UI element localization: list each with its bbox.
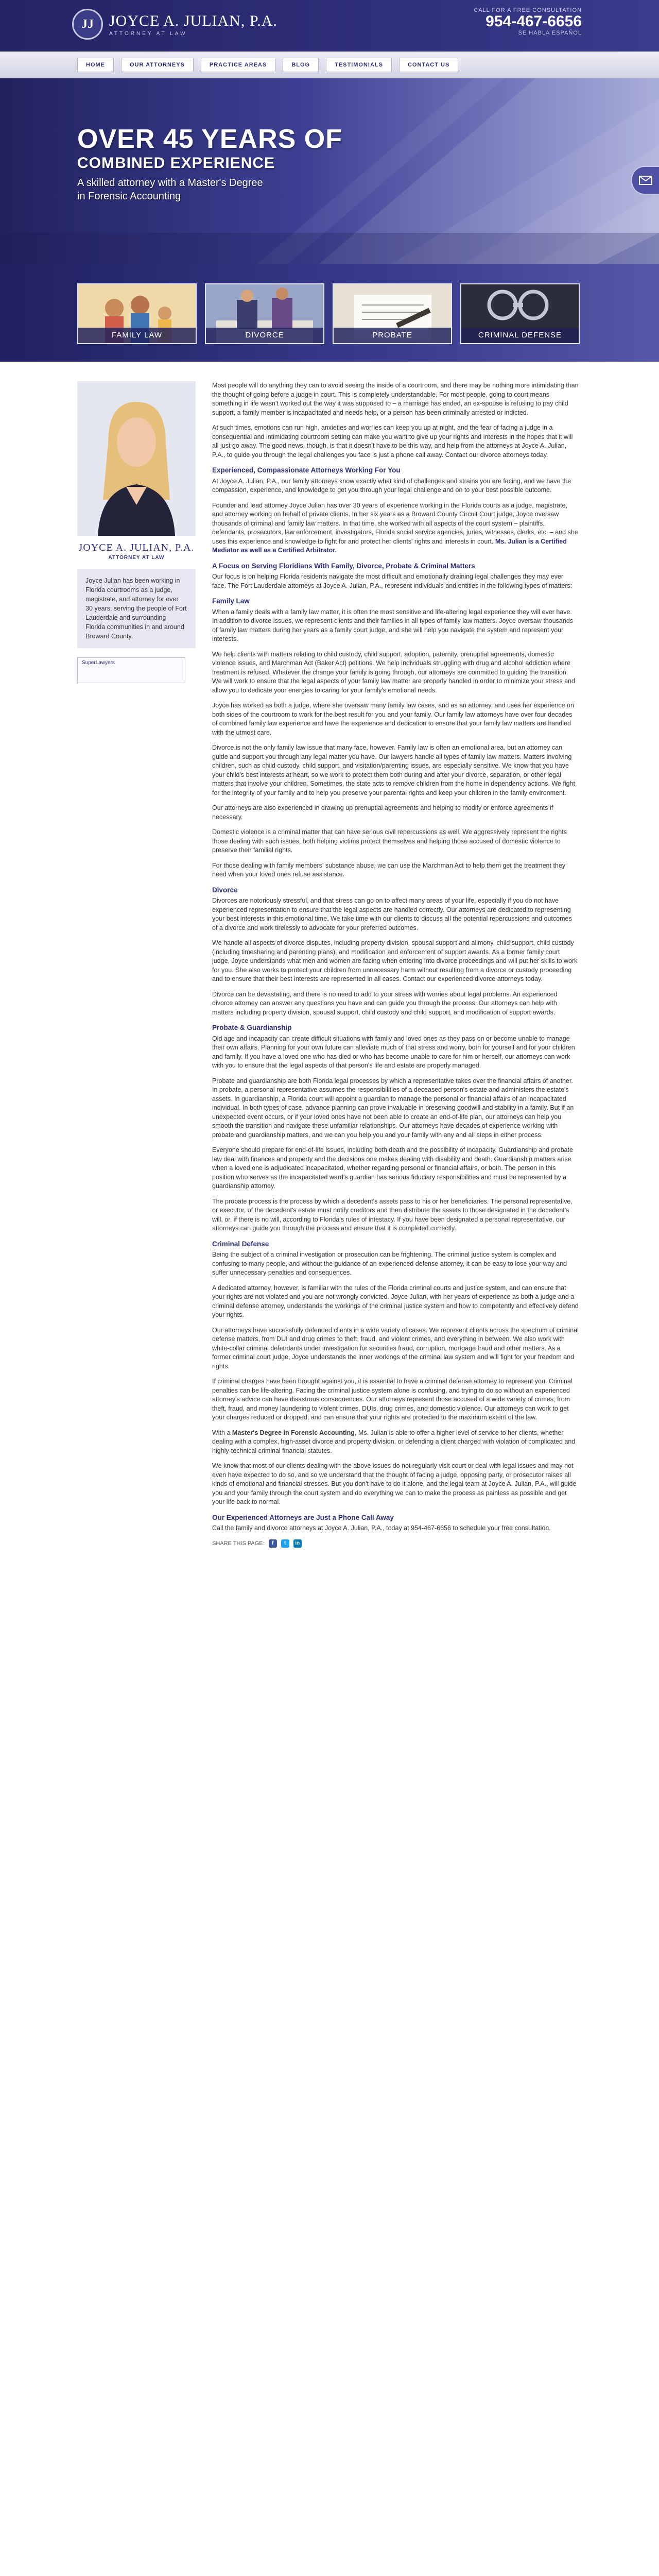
practice-label-divorce: DIVORCE (206, 328, 323, 343)
heading-probate: Probate & Guardianship (212, 1024, 292, 1031)
mail-icon (639, 176, 652, 185)
paragraph-probate-3: Everyone should prepare for end-of-life issues, including both death and the possibility of incapacity. Guardianship and probate law deal with finances and property and the decisions one makes dealing with disability and death. Guardianship matters arise when a loved one is adjudicated incapacitated, whether regarding personal or financial affairs, or both. The person in this position who serves as the incapacitated ward's guardian has serious fiduciary responsibilities and must be represented by a guardianship attorney. (212, 1146, 573, 1190)
paragraph-probate-2: Probate and guardianship are both Florida legal processes by which a representative takes over the financial affairs of another. In probate, a personal representative assumes the responsibilities of a deceased person's estate and administers the estate's assets. In guardianship, a Florida court will appoint a guardian to manage the personal or financial affairs of an incapacitated individual. In both types of case, advance planning can prove invaluable in preserving goodwill and stability in a family. But if an unexpected event occurs, or if your loved ones have not been able to create an end-of-life plan, our attorneys can help you smooth the transition and navigate these unfamiliar relationships. Our attorneys have decades of experience working with probate and guardianship matters, and we can you help you and your family with any and all steps in either process. (212, 1077, 574, 1139)
paragraph-criminal-2: A dedicated attorney, however, is familiar with the rules of the Florida criminal courts and justice system, and can ensure that your rights are not violated and you are not wrongly convicted. Joyce Julian, with her years of experience as both a judge and a criminal defense attorney, understands the workings of the criminal justice system and how to competently and effectively defend your rights. (212, 1284, 579, 1318)
twitter-share-icon[interactable]: t (281, 1539, 289, 1548)
paragraph-family-4: Divorce is not the only family law issue that many face, however. Family law is often an emotional area, but an attorney can guide and support you through any legal matter you have. Our lawyers handle all types of family law matters. Matters involving children, such as child custody, child support, and visitation/parenting issues, are especially sensitive. We know that you have your child's best interests at heart, so we work to protect them both during and after your divorce, separation, or other legal matters that involve your children. Sometimes, the state acts to remove children from the home in dependency actions. We fight for the integrity of your family and to help you preserve your parental rights and keep your children in the family environment. (212, 744, 575, 796)
nav-home[interactable]: HOME (77, 58, 114, 72)
attorney-name: JOYCE A. JULIAN, P.A. (78, 542, 195, 553)
logo-seal: JJ (72, 9, 103, 40)
practice-label-probate: PROBATE (334, 328, 451, 343)
paragraph-family-2: We help clients with matters relating to child custody, child support, adoption, paternity, prenuptial agreements, domestic violence issues, and Marchman Act (Baker Act) petitions. We help individuals struggling with drug and alcohol addiction where treatment is refused. Whatever the change your family is going through, our attorneys are committed to guiding the transition. We will work to ensure that the legal aspects of your family law matter are properly handled in order to minimize your stress and allow you to dedicate your energies to caring for your family's emotional needs. (212, 650, 575, 694)
forensic-degree: Master's Degree in Forensic Accounting (232, 1429, 355, 1436)
founder-text: Founder and lead attorney Joyce Julian has over 30 years of experience working in the Florida courts as a judge, magistrate, and attorney working on behalf of private clients. In her six years as a Broward County Circuit Court judge, Joyce oversaw thousands of criminal and family law matters. In that time, she worked with all aspects of the court system – plaintiffs, defendants, prosecutors, law enforcement, investigators, Florida social service agencies, juries, witnesses, clerks, etc. – and she uses this experience and knowledge to fight for and protect her clients' rights and interests in court. (212, 501, 578, 545)
nav-blog[interactable]: BLOG (283, 58, 319, 72)
portrait-illustration (77, 381, 196, 536)
logo-subtitle: ATTORNEY AT LAW (109, 30, 187, 37)
heading-call: Our Experienced Attorneys are Just a Phone Call Away (212, 1513, 394, 1521)
paragraph-forensic (212, 1429, 579, 1456)
nav-testimonials[interactable]: TESTIMONIALS (326, 58, 392, 72)
paragraph-founder (212, 501, 579, 555)
practice-areas-strip (0, 264, 659, 362)
paragraph-divorce-2: We handle all aspects of divorce disputes, including property division, spousal support and alimony, child support, child custody (including timesharing and parenting plans), and modification and enforcement of support awards. As a former family court judge, Joyce understands what men and women are facing when entering into divorce proceedings and will put her skills to work for you. She also works to protect your children from unnecessary harm without resulting from a divorce or custody proceeding and to ensure that their best interests are represented in all cases. Contact our experienced divorce attorneys today. (212, 939, 578, 982)
hero-banner (0, 78, 659, 264)
hero-tagline-line1: A skilled attorney with a Master's Degree (77, 177, 263, 189)
mediator-callout: Ms. Julian is a Certified Mediator as well as a Certified Arbitrator. (212, 537, 567, 554)
paragraph-closing: We know that most of our clients dealing with the above issues do not regularly visit court or deal with legal issues and may not even have expected to do so, and so we understand that the thought of facing a judge, opposing party, or prosecutor raises all kinds of emotional and financial stresses. But you don't have to do it alone, and the legal team at Joyce A. Julian, P.A., will guide you and your family through the court system and do everything we can to make the process as painless as possible and get your life back to normal. (212, 1462, 577, 1505)
share-bar (212, 1539, 579, 1549)
heading-experienced: Experienced, Compassionate Attorneys Working For You (212, 466, 401, 474)
paragraph-criminal-1: Being the subject of a criminal investigation or prosecution can be frightening. The criminal justice system is complex and confusing to many people, and without the guidance of an experienced defense attorney, it can be easy to lose your way and suffer unnecessary penalties and consequences. (212, 1251, 567, 1276)
paragraph-family-7: For those dealing with family members' substance abuse, we can use the Marchman Act to help them get the treatment they need when your loved ones refuse assistance. (212, 861, 566, 878)
nav-contact-us[interactable]: CONTACT US (399, 58, 458, 72)
nav-practice-areas[interactable]: PRACTICE AREAS (201, 58, 275, 72)
header-phone-link[interactable]: 954-467-6656 (485, 13, 582, 30)
cta-label: CALL FOR A FREE CONSULTATION (474, 7, 582, 13)
share-label: SHARE THIS PAGE: (212, 1540, 265, 1547)
intro-paragraph: Most people will do anything they can to avoid seeing the inside of a courtroom, and there may be nothing more intimidating than the thought of going before a judge in court. This is completely understandable. For most people, going to court means something in life wasn't worked out the way it was supposed to – a marriage has ended, an ex-spouse is refusing to pay child support, a family member is incapacitated and needs help, or a person has been criminally arrested or indicted. (212, 382, 579, 416)
cta-language: SE HABLA ESPAÑOL (518, 30, 582, 36)
heading-family-law: Family Law (212, 597, 250, 605)
main-nav (0, 52, 659, 79)
paragraph-divorce-1: Divorces are notoriously stressful, and that stress can go on to affect many areas of your life, especially if you do not have experienced representation to ensure that the legal aspects are handled correctly. Our attorneys are dedicated to representing your best interests in this emotional time. We take time with our clients to discuss all the potential repercussions and outcomes of a divorce and work tirelessly to advocate for your preferred outcomes. (212, 897, 572, 931)
super-lawyers-badge[interactable]: SuperLawyers (77, 657, 185, 683)
hero-tagline-line2: in Forensic Accounting (77, 191, 181, 202)
intro-paragraph-2: At such times, emotions can run high, anxieties and worries can keep you up at night, and the fear of facing a judge in a consequential and intimidating courtroom setting can make you want to give up your rights and interests in the hopes that it will all just go away. The good news, though, is that it doesn't have to be this way, and help from the attorneys at Joyce A. Julian, P.A., to guide you through the legal challenges you face is just a phone call away. Contact our divorce attorneys today. (212, 424, 573, 459)
attorney-bio: Joyce Julian has been working in Florida courtrooms as a judge, magistrate, and attorney for over 30 years, serving the people of Fort Lauderdale and surrounding Florida communities in and around Broward County. (77, 569, 196, 648)
paragraph-criminal-3: Our attorneys have successfully defended clients in a wide variety of cases. We represent clients across the spectrum of criminal defense matters, from DUI and drug crimes to theft, fraud, and violent crimes, and everything in between. We also work with white-collar criminal defendants under investigation for securities fraud, corruption, mortgage fraud and other matters. As a former criminal court judge, Joyce understands the inner workings of the criminal law system and will fight for your freedom and rights. (212, 1326, 579, 1370)
paragraph-family-3: Joyce has worked as both a judge, where she oversaw many family law cases, and as an attorney, and uses her experience on both sides of the courtroom to work for the best result for you and your family. Our family law attorneys have over four decades of combined family law experience and have the experience and dedication to ensure that your family law matters are handled with the utmost care. (212, 702, 574, 736)
paragraph-divorce-3: Divorce can be devastating, and there is no need to add to your stress with worries about legal problems. An experienced divorce attorney can answer any questions you have and can guide you through the process. Our attorneys can help with matters including property division, spousal support, child custody and child support, and modification of support awards. (212, 990, 558, 1016)
paragraph-family-5: Our attorneys are also experienced in drawing up prenuptial agreements and helping to modify or enforce agreements if necessary. (212, 804, 553, 821)
linkedin-share-icon[interactable]: in (293, 1539, 302, 1548)
paragraph-probate-1: Old age and incapacity can create difficult situations with family and loved ones as they pass on or become unable to manage their own affairs. Planning for your own future can alleviate much of that stress and worry, both for yourself and for your children and family. If you have a loved one who has died or who has become unable to care for him or herself, our attorneys can work with you to ensure that the legal aspects of that person's life and estate are properly managed. (212, 1035, 575, 1069)
facebook-share-icon[interactable]: f (269, 1539, 277, 1548)
logo-name: JOYCE A. JULIAN, P.A. (109, 12, 278, 29)
hero-subheadline: COMBINED EXPERIENCE (77, 155, 275, 172)
practice-box-probate[interactable] (333, 283, 452, 344)
header-cta (474, 7, 582, 36)
paragraph-family-1: When a family deals with a family law matter, it is often the most sensitive and life-altering legal experience they will ever have. In addition to divorce issues, we represent clients and their families in all types of family law matters. Joyce oversaw thousands of family law matters during her years as a family court judge, and she will help you navigate the system and represent your interests. (212, 608, 574, 642)
practice-label-family-law: FAMILY LAW (78, 328, 196, 343)
paragraph-call: Call the family and divorce attorneys at Joyce A. Julian, P.A., today at 954-467-6656 to schedule your free consultation. (212, 1524, 551, 1532)
hero-headline: OVER 45 YEARS OF (77, 124, 342, 154)
paragraph-family-6: Domestic violence is a criminal matter that can have serious civil repercussions as well. We aggressively represent the rights those dealing with such issues, both helping victims protect themselves and helping those accused of domestic violence to preserve their familial rights. (212, 828, 567, 854)
site-header (0, 0, 659, 52)
attorney-portrait (77, 381, 196, 536)
practice-box-divorce[interactable] (205, 283, 324, 344)
nav-our-attorneys[interactable]: OUR ATTORNEYS (121, 58, 194, 72)
attorney-title: ATTORNEY AT LAW (108, 555, 165, 561)
contact-mail-tab[interactable] (631, 166, 659, 195)
practice-label-criminal-defense: CRIMINAL DEFENSE (461, 328, 579, 343)
heading-divorce: Divorce (212, 886, 238, 894)
forensic-text-c: , Ms. Julian is able to offer a higher level of service to her clients, whether dealing with a complex, high-asset divorce and property division, or defending a client charged with violation of complicated and highly-technical criminal financial statutes. (212, 1429, 576, 1454)
forensic-text-a: With a (212, 1429, 231, 1436)
practice-box-family-law[interactable] (77, 283, 197, 344)
paragraph-probate-4: The probate process is the process by which a decedent's assets pass to his or her beneficiaries. The personal representative, or executor, of the decedent's estate must notify creditors and then distribute the assets to those designated in the decedent's will, or, if there is no will, according to Florida's rules of intestacy. If you have been designated a personal representative, our attorneys can guide you through the process and ensure that it is completed correctly. (212, 1197, 573, 1232)
paragraph-experienced: At Joyce A. Julian, P.A., our family attorneys know exactly what kind of challenges and strains you are facing, and we have the compassion, experience, and knowledge to get you through your legal challenge and on to your best possible outcome. (212, 477, 571, 494)
main-content (212, 381, 579, 1548)
heading-criminal-defense: Criminal Defense (212, 1240, 269, 1248)
attorney-sidebar (77, 381, 196, 683)
heading-focus: A Focus on Serving Floridians With Family, Divorce, Probate & Criminal Matters (212, 562, 475, 570)
site-logo[interactable] (72, 6, 278, 42)
paragraph-criminal-4: If criminal charges have been brought against you, it is essential to have a criminal defense attorney to represent you. Criminal penalties can be life-altering. Facing the criminal justice system alone is confusing, and trying to do so without an experienced attorney's advice can have disastrous consequences. Our attorneys represent those accused of a wide variety of crimes, from theft, fraud, and money laundering to violent crimes, DUIs, drug crimes, and domestic violence. Our attorneys can work to get your charges reduced or dropped, and can ensure that your rights are protected to the maximum extent of the law. (212, 1378, 573, 1421)
paragraph-focus: Our focus is on helping Florida residents navigate the most difficult and emotionally draining legal challenges they may ever face. The Fort Lauderdale attorneys at Joyce A. Julian, P.A., represent individuals and entities in the following types of matters: (212, 573, 573, 589)
practice-box-criminal-defense[interactable] (460, 283, 580, 344)
